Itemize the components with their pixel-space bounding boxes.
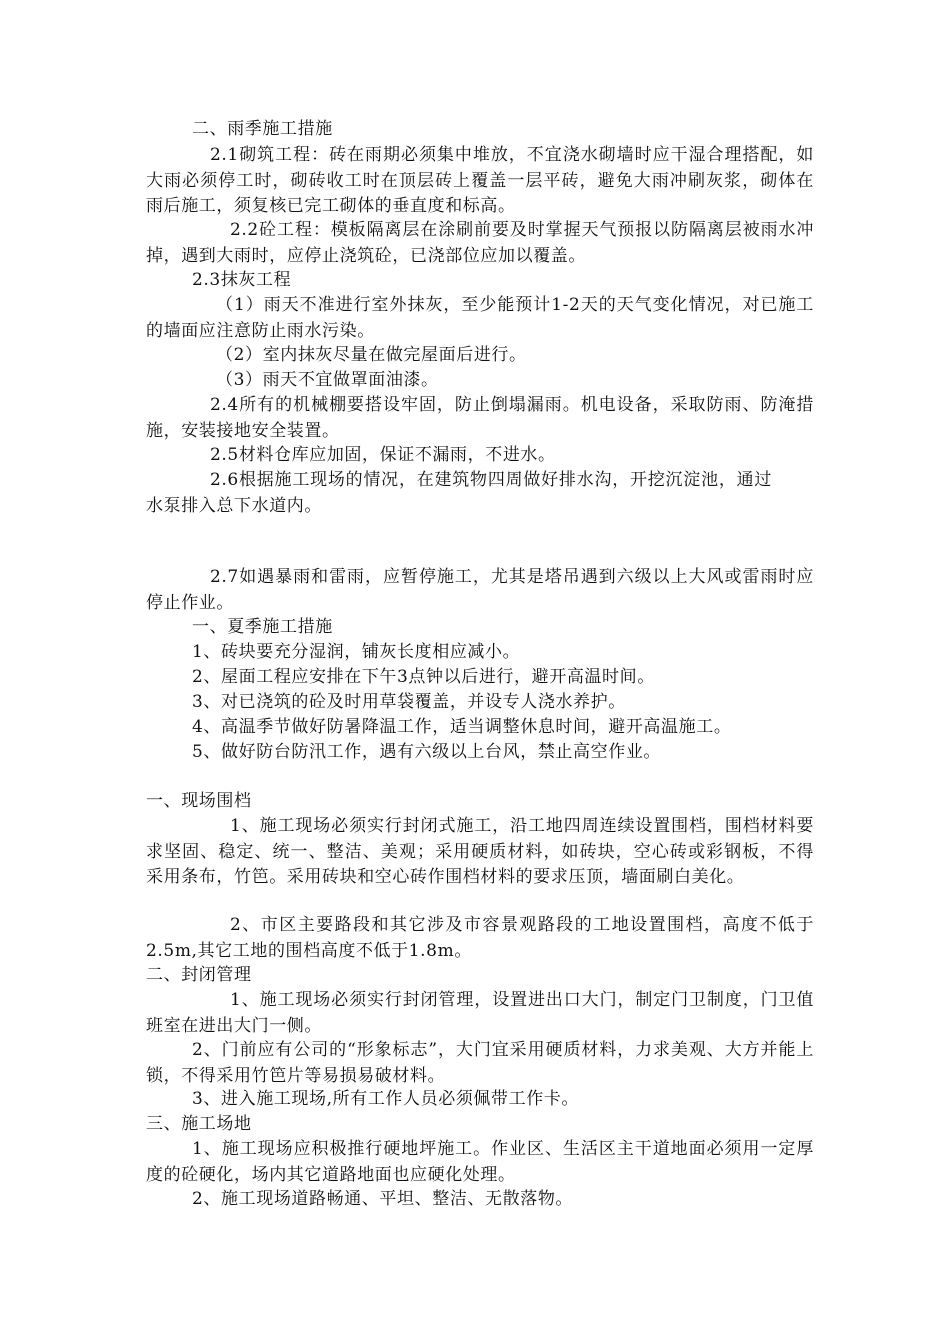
site-paragraph-2: 2、施工现场道路畅通、平坦、整洁、无散落物。: [192, 1189, 574, 1209]
site-paragraph-1: 1、施工现场应积极推行硬地坪施工。作业区、生活区主干道地面必须用一定厚度的砼硬化，场内其它道路地面也应硬化处理。: [146, 1139, 814, 1185]
summer-item-4: 4、高温季节做好防暑降温工作，适当调整休息时间，避开高温施工。: [192, 717, 732, 737]
paragraph-2-6-drainage: 2.6根据施工现场的情况，在建筑物四周做好排水沟，开挖沉淀池，通过水泵排入总下水道内。: [146, 470, 772, 516]
fence-paragraph-2: 2、市区主要路段和其它涉及市容景观路段的工地设置围档，高度不低于2.5m,其它工地的围档高度不低于1.8m。: [146, 915, 814, 961]
paragraph-2-1-masonry: 2.1砌筑工程：砖在雨期必须集中堆放，不宜浇水砌墙时应干湿合理搭配，如大雨必须停工时，砌砖收工时在顶层砖上覆盖一层平砖，避免大雨冲刷灰浆，砌体在雨后施工，须复核已完工砌体的垂直度和标高。: [146, 145, 814, 217]
paragraph-2-3-item-1: （1）雨天不准进行室外抹灰，至少能预计1-2天的天气变化情况，对已施工的墙面应注意防止雨水污染。: [146, 295, 814, 341]
closed-paragraph-2: 2、门前应有公司的“形象标志”，大门宜采用硬质材料，力求美观、大方并能上锁，不得采用竹笆片等易损易破材料。: [146, 1040, 814, 1086]
summer-item-2: 2、屋面工程应安排在下午3点钟以后进行，避开高温时间。: [192, 667, 655, 687]
paragraph-2-3-item-3: （3）雨天不宜做罩面油漆。: [216, 370, 439, 390]
fence-paragraph-1: 1、施工现场必须实行封闭式施工，沿工地四周连续设置围档，围档材料要求坚固、稳定、统一、整洁、美观；采用硬质材料，如砖块，空心砖或彩钢板，不得采用条布，竹笆。采用砖块和空心砖作围档材料的要求压顶，墙面刷白美化。: [146, 816, 814, 888]
summer-item-1: 1、砖块要充分湿润，铺灰长度相应减小。: [192, 642, 521, 662]
summer-season-heading: 一、夏季施工措施: [192, 617, 333, 637]
summer-item-3: 3、对已浇筑的砼及时用草袋覆盖，并设专人浇水养护。: [192, 692, 626, 712]
paragraph-2-2-concrete: 2.2砼工程：模板隔离层在涂刷前要及时掌握天气预报以防隔离层被雨水冲掉，遇到大雨时，应停止浇筑砼，已浇部位应加以覆盖。: [146, 220, 814, 266]
closed-management-heading: 二、封闭管理: [146, 965, 252, 985]
closed-paragraph-3: 3、进入施工现场,所有工作人员必须佩带工作卡。: [192, 1089, 580, 1109]
paragraph-2-5-warehouse: 2.5材料仓库应加固，保证不漏雨，不进水。: [210, 445, 556, 465]
summer-item-5: 5、做好防台防汛工作，遇有六级以上台风，禁止高空作业。: [192, 742, 662, 762]
rainy-season-heading: 二、雨季施工措施: [192, 119, 333, 139]
construction-site-heading: 三、施工场地: [146, 1114, 252, 1134]
paragraph-2-3-item-2: （2）室内抹灰尽量在做完屋面后进行。: [216, 345, 527, 365]
site-fence-heading: 一、现场围档: [146, 791, 252, 811]
paragraph-2-4-sheds: 2.4所有的机械棚要搭设牢固，防止倒塌漏雨。机电设备，采取防雨、防淹措施，安装接地安全装置。: [146, 395, 814, 441]
closed-paragraph-1: 1、施工现场必须实行封闭管理，设置进出口大门，制定门卫制度，门卫值班室在进出大门一侧。: [146, 990, 814, 1036]
paragraph-2-7-storm: 2.7如遇暴雨和雷雨，应暂停施工，尤其是塔吊遇到六级以上大风或雷雨时应停止作业。: [146, 567, 814, 613]
paragraph-2-3-plastering: 2.3抹灰工程: [192, 270, 292, 290]
